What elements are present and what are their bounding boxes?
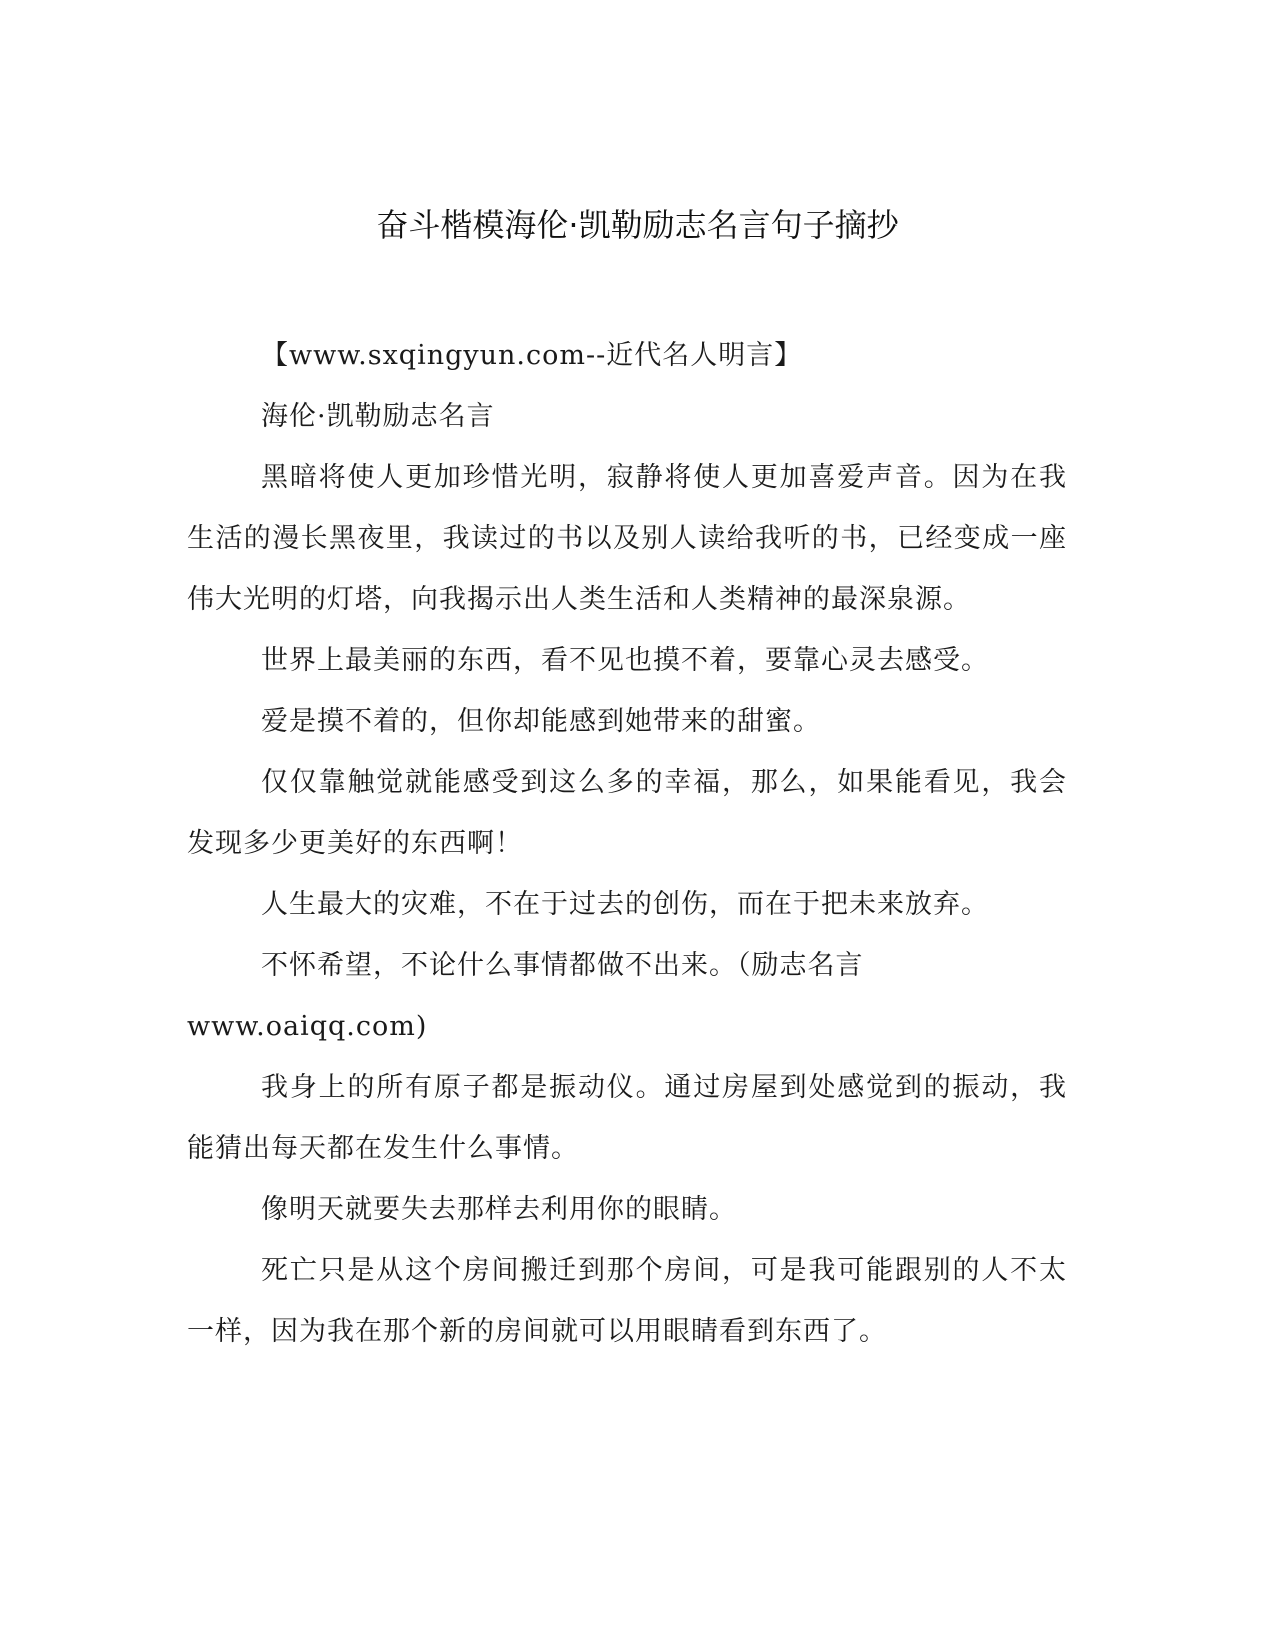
quote-paragraph: 死亡只是从这个房间搬迁到那个房间，可是我可能跟别的人不太一样，因为我在那个新的房间就可以用眼睛看到东西了。 (187, 1255, 1067, 1347)
document-body (187, 325, 1067, 1362)
quote-paragraph: 不怀希望，不论什么事情都做不出来。（励志名言 (261, 950, 864, 981)
quote-paragraph-continuation: www.oaiqq.com) (187, 1011, 428, 1042)
quote-paragraph: 爱是摸不着的，但你却能感到她带来的甜蜜。 (261, 706, 821, 737)
quote-paragraph: 黑暗将使人更加珍惜光明，寂静将使人更加喜爱声音。因为在我生活的漫长黑夜里，我读过的书以及别人读给我听的书，已经变成一座伟大光明的灯塔，向我揭示出人类生活和人类精神的最深泉源。 (187, 462, 1067, 615)
quote-paragraph: 我身上的所有原子都是振动仪。通过房屋到处感觉到的振动，我能猜出每天都在发生什么事情。 (187, 1072, 1067, 1164)
quote-paragraph: 世界上最美丽的东西，看不见也摸不着，要靠心灵去感受。 (261, 645, 989, 676)
page-title: 奋斗楷模海伦·凯勒励志名言句子摘抄 (376, 206, 899, 244)
quote-paragraph: 仅仅靠触觉就能感受到这么多的幸福，那么，如果能看见，我会发现多少更美好的东西啊！ (187, 767, 1067, 859)
section-heading: 海伦·凯勒励志名言 (261, 401, 495, 432)
source-line: 【www.sxqingyun.com--近代名人明言】 (261, 340, 803, 371)
quote-paragraph: 像明天就要失去那样去利用你的眼睛。 (261, 1194, 737, 1225)
quote-paragraph: 人生最大的灾难，不在于过去的创伤，而在于把未来放弃。 (261, 889, 989, 920)
